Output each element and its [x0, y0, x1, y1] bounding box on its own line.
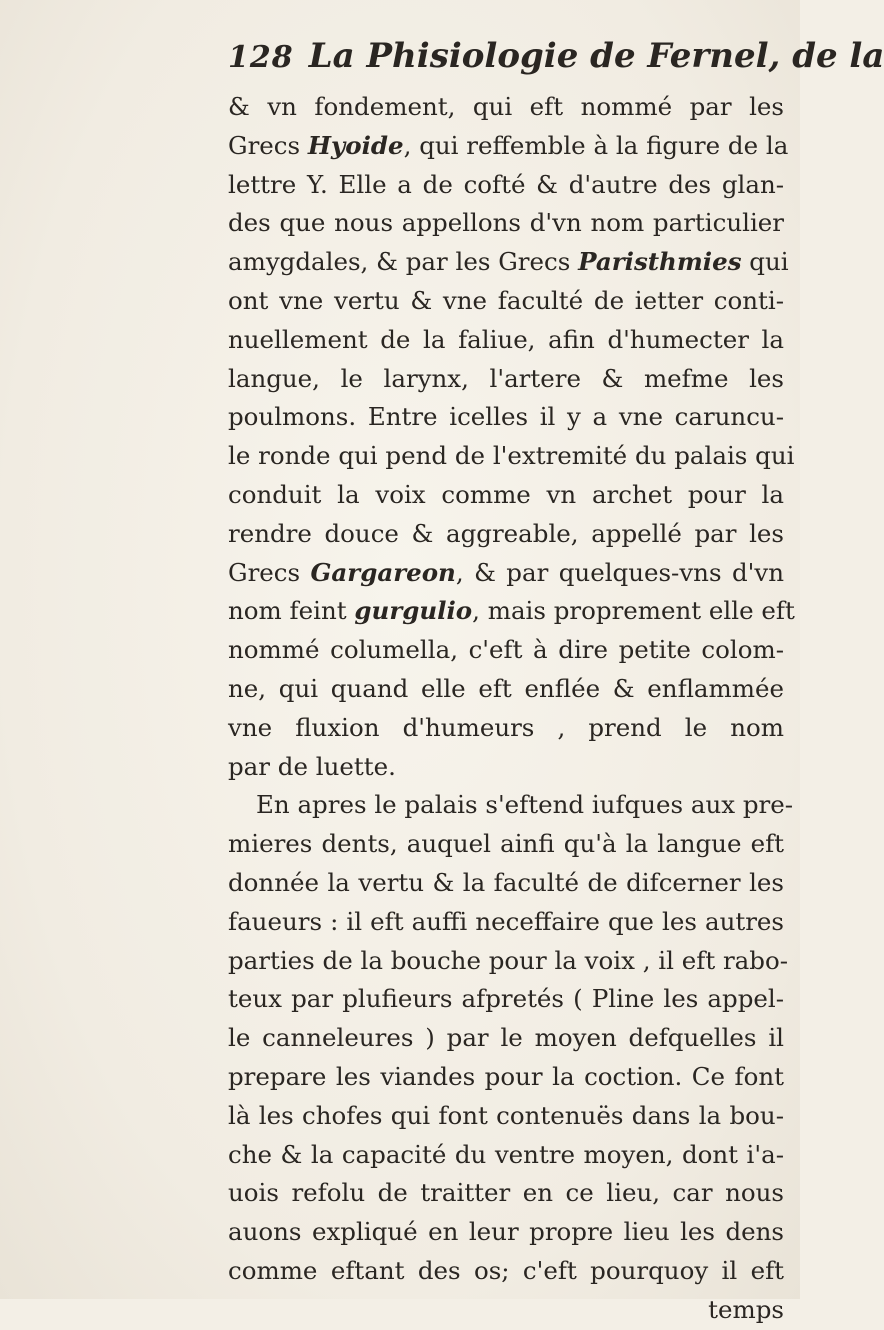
text-line: [228, 1019, 784, 1058]
text-run: par de luette.: [228, 751, 396, 781]
text-line: [228, 398, 784, 437]
text-line: [228, 360, 784, 399]
text-run: conduit la voix comme vn archet pour la: [228, 479, 784, 509]
italic-term: Hyoide: [307, 130, 404, 160]
text-line: [228, 786, 794, 825]
text-run: uois refolu de traitter en ce lieu, car nous: [228, 1178, 784, 1208]
text-run: mieres dents, auquel ainfi qu'à la langue eft: [228, 829, 784, 859]
page-number: 128: [228, 40, 294, 75]
text-run: nuellement de la faliue, afin d'humecter la: [228, 324, 784, 354]
text-run: lettre Y. Elle a de cofté & d'autre des glan-: [228, 169, 784, 199]
text-run: donnée la vertu & la faculté de difcerner les: [228, 867, 784, 897]
text-line: [228, 243, 789, 282]
text-run: & vn fondement, qui eft nommé par les: [228, 92, 784, 121]
text-line: [228, 1252, 784, 1291]
text-run: langue, le larynx, l'artere & mefme les: [228, 363, 784, 393]
text-line: [228, 166, 784, 205]
text-run: teux par plufieurs afpretés ( Pline les appel-: [228, 984, 784, 1014]
text-run: Grecs: [228, 130, 308, 160]
text-line: [228, 554, 784, 593]
text-run: nommé columella, c'eft à dire petite colom-: [228, 635, 784, 665]
text-run: vne fluxion d'humeurs , prend le nom: [228, 712, 784, 742]
text-line: [228, 942, 788, 981]
text-run: ont vne vertu & vne faculté de ietter conti-: [228, 285, 784, 315]
text-line: [228, 204, 784, 243]
text-line: [228, 515, 784, 554]
text-run: , & par quelques-vns d'vn: [455, 557, 784, 587]
text-line: [228, 88, 784, 127]
text-run: là les chofes qui font contenuës dans la bou-: [228, 1100, 784, 1130]
text-line: [228, 1058, 784, 1097]
text-line: [228, 1097, 784, 1136]
text-run: , mais proprement elle eft: [472, 596, 795, 626]
text-run: parties de la bouche pour la voix , il eft rabo-: [228, 945, 788, 975]
text-line: [228, 670, 784, 709]
text-line: [228, 282, 784, 321]
text-run: En apres le palais s'eftend iufques aux pre-: [256, 790, 794, 820]
text-run: poulmons. Entre icelles il y a vne caruncu-: [228, 402, 784, 432]
catchword: [228, 1291, 784, 1330]
text-run: le canneleures ) par le moyen defquelles il: [228, 1023, 784, 1053]
italic-term: gurgulio: [354, 596, 473, 626]
text-line: [228, 825, 784, 864]
text-run: comme eftant des os; c'eft pourquoy il eft: [228, 1255, 784, 1285]
text-run: temps: [708, 1294, 784, 1324]
text-line: [228, 980, 784, 1019]
text-line: [228, 1174, 784, 1213]
text-run: prepare les viandes pour la coction. Ce font: [228, 1061, 784, 1091]
text-run: , qui reffemble à la figure de la: [403, 130, 789, 160]
text-line: [228, 903, 784, 942]
text-run: faueurs : il eft auffi neceffaire que les autres: [228, 906, 784, 936]
text-line: [228, 709, 784, 748]
text-run: Grecs: [228, 557, 311, 587]
text-run: nom feint: [228, 596, 355, 626]
text-line: [228, 748, 784, 787]
text-line: [228, 1213, 784, 1252]
italic-term: Gargareon: [310, 557, 456, 587]
text-line: [228, 1136, 784, 1175]
text-line: [228, 476, 784, 515]
text-run: qui: [741, 247, 789, 277]
text-line: [228, 592, 795, 631]
text-run: des que nous appellons d'vn nom particulier: [228, 208, 784, 238]
text-run: rendre douce & aggreable, appellé par les: [228, 518, 784, 548]
body-text: [228, 88, 795, 1330]
text-line: [228, 127, 789, 166]
text-run: ne, qui quand elle eft enflée & enflammée: [228, 673, 784, 703]
page-header: [228, 36, 884, 84]
text-run: le ronde qui pend de l'extremité du palais qui: [228, 441, 795, 471]
italic-term: Paristhmies: [578, 247, 742, 277]
running-title: La Phisiologie de Fernel, de la: [308, 36, 884, 76]
text-line: [228, 321, 784, 360]
text-run: che & la capacité du ventre moyen, dont i'a-: [228, 1139, 784, 1169]
text-line: [228, 437, 795, 476]
text-run: auons expliqué en leur propre lieu les dens: [228, 1217, 784, 1247]
text-run: amygdales, & par les Grecs: [228, 247, 579, 277]
text-line: [228, 631, 784, 670]
text-line: [228, 864, 784, 903]
